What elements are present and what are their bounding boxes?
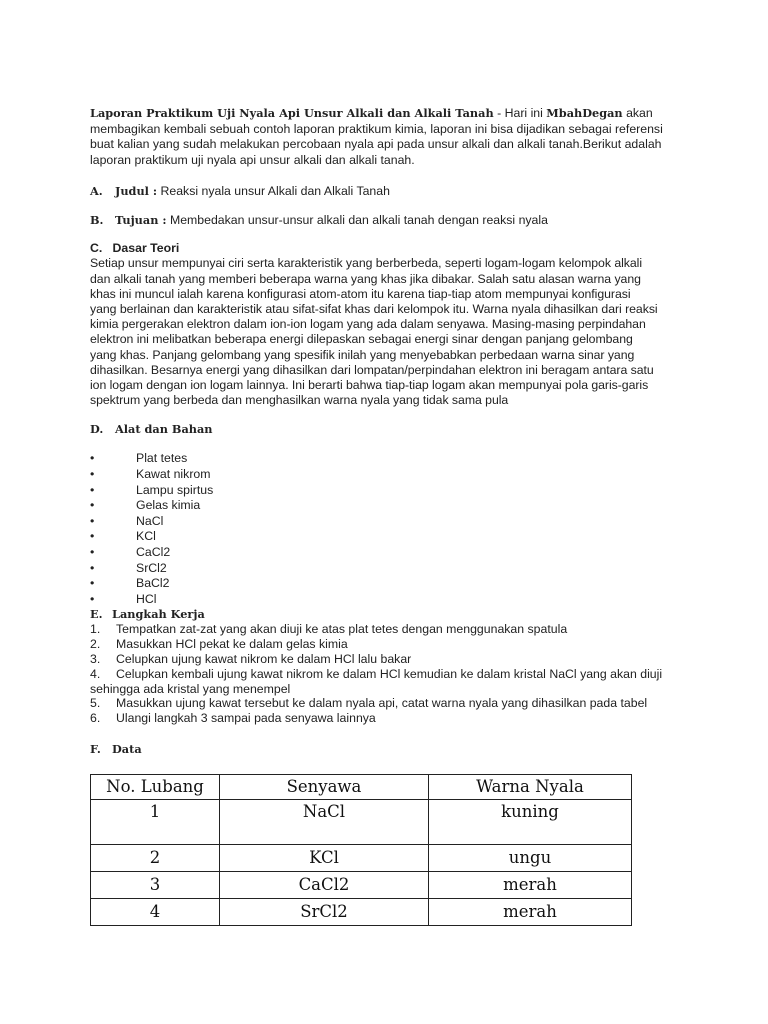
theory-line: ion logam dengan ion logam lainnya. Ini berarti bahwa tiap-tiap logam akan mempunyai pola garis-garis — [90, 378, 649, 392]
section-e-title: Langkah Kerja — [112, 607, 205, 622]
table-header: Senyawa — [220, 774, 429, 799]
theory-line: yang khas. Panjang gelombang yang spesifik inilah yang menyebabkan perbedaan warna sinar yang — [90, 347, 635, 362]
step-item: 2. Masukkan HCl pekat ke dalam gelas kimia — [90, 637, 348, 652]
table-cell: merah — [429, 898, 632, 925]
section-e-letter: E. — [90, 607, 103, 622]
section-b-label: Tujuan : — [115, 213, 167, 228]
table-cell: ungu — [429, 844, 632, 871]
section-d-title: Alat dan Bahan — [115, 422, 213, 437]
step-item: 1. Tempatkan zat-zat yang akan diuji ke atas plat tetes dengan menggunakan spatula — [90, 622, 568, 637]
section-c-heading: C. Dasar Teori — [90, 241, 180, 256]
table-cell: SrCl2 — [220, 898, 429, 925]
table-header: No. Lubang — [91, 774, 220, 799]
list-item: • Plat tetes — [90, 451, 188, 466]
step-item: 4. Celupkan kembali ujung kawat nikrom ke dalam HCl kemudian ke dalam kristal NaCl yang akan diuji sehingga ada kristal yang menempel — [90, 666, 663, 696]
list-item: • KCl — [90, 529, 156, 544]
table-cell: 3 — [91, 871, 220, 898]
theory-line: kimia pergerakan elektron dalam ion-ion logam yang ada dalam senyawa. Masing-masing perpindahan — [90, 317, 646, 332]
document-page — [90, 106, 690, 926]
data-table — [90, 774, 632, 926]
intro-text: akan membagikan kembali sebuah contoh laporan praktikum kimia, laporan ini bisa dijadikan sebagai referensi buat kalian yang sudah melakukan percobaan nyala api pada unsur alkali dan alkali tanah.Berikut adalah laporan praktikum uji nyala api unsur alkali dan alkali tanah. — [90, 106, 663, 167]
bullet-icon: • — [90, 529, 95, 544]
table-cell: merah — [429, 871, 632, 898]
table-cell: NaCl — [220, 799, 429, 844]
table-row — [91, 871, 632, 898]
step-item: 3. Celupkan ujung kawat nikrom ke dalam HCl lalu bakar — [90, 651, 412, 666]
theory-line: khas ini muncul ialah karena konfigurasi atom-atom itu karena tiap-tiap atom mempunyai konfigurasi — [90, 286, 631, 301]
bullet-icon: • — [90, 467, 95, 481]
section-a-text: Reaksi nyala unsur Alkali dan Alkali Tanah — [157, 184, 390, 199]
section-f-title: Data — [112, 741, 142, 756]
table-row — [91, 799, 632, 844]
section-a — [90, 183, 690, 199]
table-header-row — [91, 774, 632, 799]
bullet-icon: • — [90, 482, 95, 497]
table-cell: 4 — [91, 898, 220, 925]
table-cell: 1 — [91, 799, 220, 844]
bullet-icon: • — [90, 560, 95, 575]
list-item: • BaCl2 — [90, 576, 170, 591]
list-item: • SrCl2 — [90, 560, 167, 575]
table-row — [91, 844, 632, 871]
bullet-icon: • — [90, 451, 95, 466]
table-cell: KCl — [220, 844, 429, 871]
section-a-letter: A. — [90, 184, 103, 199]
section-e-heading — [90, 607, 690, 622]
theory-line: yang berlainan dan karakteristik atau sifat-sifat khas dari kelompok itu. Warna nyala dihasilkan dari reaksi — [90, 301, 658, 316]
list-item: • Kawat nikrom — [90, 467, 211, 481]
section-d-letter: D. — [90, 422, 104, 437]
step-item: 5. Masukkan ujung kawat tersebut ke dalam nyala api, catat warna nyala yang dihasilkan pada tabel — [90, 696, 648, 711]
section-b-text: Membedakan unsur-unsur alkali dan alkali tanah dengan reaksi nyala — [166, 213, 548, 228]
bullet-icon: • — [90, 513, 95, 528]
materials-list — [90, 451, 690, 607]
table-cell: CaCl2 — [220, 871, 429, 898]
steps-list — [90, 622, 690, 726]
table-header: Warna Nyala — [429, 774, 632, 799]
section-d-heading — [90, 422, 690, 437]
step-item: 6. Ulangi langkah 3 sampai pada senyawa lainnya — [90, 711, 376, 726]
intro-title: Laporan Praktikum Uji Nyala Api Unsur Alkali dan Alkali Tanah — [90, 106, 494, 120]
bullet-icon: • — [90, 544, 95, 559]
bullet-icon: • — [90, 576, 95, 591]
list-item: • Lampu spirtus — [90, 482, 214, 497]
section-f-letter: F. — [90, 741, 101, 756]
section-c-body — [90, 256, 690, 408]
table-cell: kuning — [429, 799, 632, 844]
intro-paragraph — [90, 106, 690, 168]
list-item: • NaCl — [90, 513, 164, 528]
theory-line: spektrum yang berbeda dan menghasilkan warna nyala yang tidak sama pula — [90, 393, 509, 408]
list-item: • CaCl2 — [90, 544, 171, 559]
theory-line: elektron ini melibatkan beberapa energi dilepaskan sebagai energi sinar dengan panjang gelombang — [90, 332, 633, 347]
theory-line: Setiap unsur mempunyai ciri serta karakteristik yang berberbeda, seperti logam-logam kelompok alkali — [90, 256, 643, 271]
intro-dash: - Hari ini — [493, 106, 547, 120]
list-item: • HCl — [90, 591, 157, 606]
bullet-icon: • — [90, 498, 95, 513]
list-item: • Gelas kimia — [90, 498, 201, 513]
section-a-label: Judul : — [115, 184, 158, 199]
theory-line: dan alkali tanah yang memberi beberapa warna yang khas jika dibakar. Salah satu alasan warna yang — [90, 271, 641, 286]
bullet-icon: • — [90, 591, 95, 606]
table-row — [91, 898, 632, 925]
section-b — [90, 212, 690, 228]
intro-brand: MbahDegan — [546, 106, 623, 120]
section-f-heading — [90, 742, 690, 757]
table-cell: 2 — [91, 844, 220, 871]
theory-line: dihasilkan. Besarnya energi yang dihasilkan dari lompatan/perpindahan elektron ini beragam antara satu — [90, 362, 654, 377]
section-b-letter: B. — [90, 213, 104, 228]
